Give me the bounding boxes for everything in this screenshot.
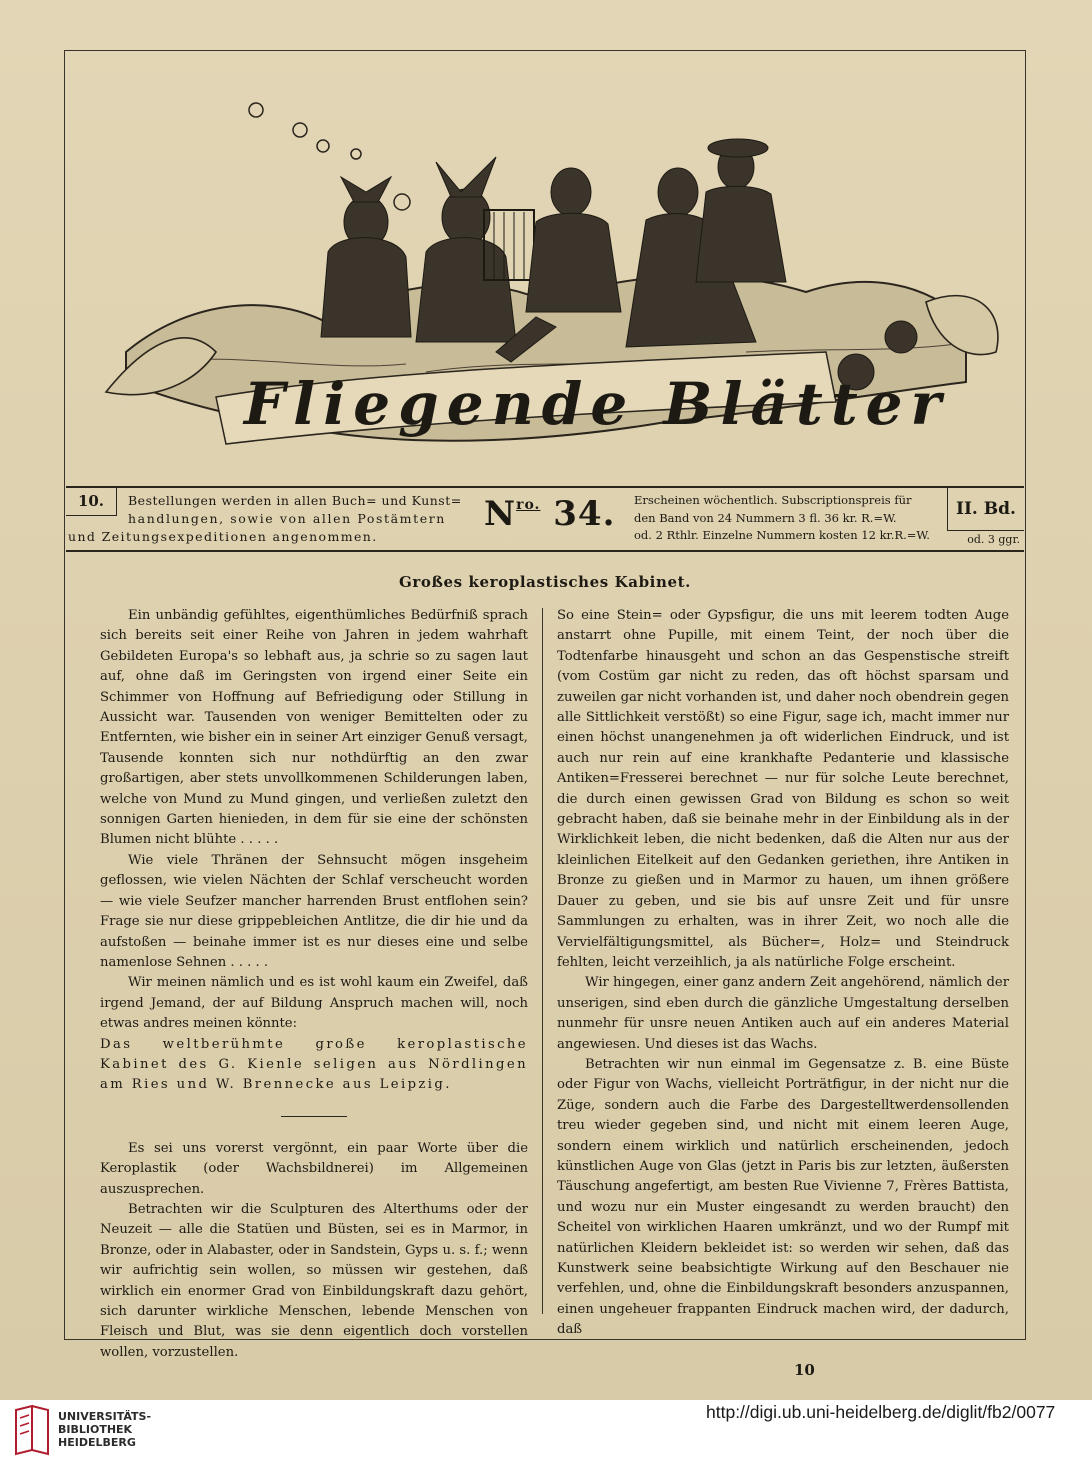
right-column (557, 606, 1009, 1341)
band-label: II. Bd. (947, 488, 1024, 531)
subscription-line: den Band von 24 Nummern 3 fl. 36 kr. R.=W. (634, 510, 897, 525)
order-line: und Zeitungsexpeditionen angenommen. (68, 529, 378, 544)
source-url-link[interactable]: http://digi.ub.uni-heidelberg.de/diglit/fb2/0077 (706, 1402, 1056, 1422)
issue-superscript: ro. (516, 497, 541, 513)
library-logo-icon[interactable] (12, 1404, 52, 1456)
paragraph: Es sei uns vorerst vergönnt, ein paar Worte über die Keroplastik (oder Wachsbildnerei) im Allgemeinen auszusprechen. (100, 1140, 528, 1197)
issue-value: 34. (553, 494, 616, 534)
volume-number: 10. (66, 488, 117, 516)
subscription-line: Erscheinen wöchentlich. Subscriptionspreis für (634, 493, 912, 507)
column-rule (542, 608, 543, 1314)
bubble-icon (249, 103, 263, 117)
library-name-line: BIBLIOTHEK (58, 1423, 133, 1436)
paragraph: Ein unbändig gefühltes, eigenthümliches Bedürfniß sprach sich bereits seit einer Reihe von Jahren in jedem wahrhaft Gebildeten Europa's so lebhaft aus, ja schrie so zu sagen laut auf, ohne daß im Geringsten von irgend einer Seite ein Schimmer von Hoffnung auf Befriedigung oder Stillung in Aussicht war. Tausenden von weniger Bemittelten oder zu Entfernten, wie bisher ein in seiner Art einziger Genuß versagt, Tausende konnten sich nur nothdürftig an den zwar großartigen, aber stets unvollkommenen Schilderungen laben, welche von Mund zu Mund gingen, und verließen zuletzt den sonnigen Garten hienieden, in dem für sie eine der schönsten Blumen nicht blühte . . . . . (100, 608, 528, 848)
bubble-icon (293, 123, 307, 137)
paragraph: Wir meinen nämlich und es ist wohl kaum ein Zweifel, daß irgend Jemand, der auf Bildung Anspruch machen will, noch etwas andres meinen könnte: (100, 975, 528, 1032)
info-bar (66, 486, 1024, 552)
bubble-icon (317, 140, 329, 152)
masthead-title: Fliegende Blätter (244, 370, 950, 438)
issue-label: N (484, 494, 517, 534)
spaced-emphasis: Das weltberühmte große keroplastische Kabinet des G. Kienle seligen aus Nördlingen am Ries und W. Brennecke aus Leipzig. (100, 1036, 528, 1093)
article-title: Großes keroplastisches Kabinet. (399, 573, 691, 591)
paragraph: So eine Stein= oder Gypsfigur, die uns mit leerem todten Auge anstarrt ohne Pupille, mit einem Teint, der noch über die Todtenfarbe hinausgeht und schon an das Gespenstische streift (vom Costüm gar nicht zu reden, das oft höchst sparsam und zuweilen gar nicht vorhanden ist, und daher noch obendrein gegen alle Sittlichkeit verstößt) so eine Figur, sage ich, macht immer nur einen höchst unangenehmen ja oft widerlichen Eindruck, und ist auch nur rein auf eine krankhafte Pedanterie und klassische Antiken=Fresserei berechnet — nur für solche Leute berechnet, die durch einen gewissen Grad von Bildung es schon so weit gebracht haben, daß sie beinahe mehr in der Einbildung als in der Wirklichkeit leben, die nicht bedenken, daß die Alten nur aus der kleinlichen Eitelkeit auf den Gedanken geriethen, ihre Antiken in Bronze zu gießen und in Marmor zu hauen, um ihnen größere Dauer zu geben, und sie bis auf unsre Zeit und für unsre Sammlungen zu erhalten, was in ihrer Zeit, wo noch alle die Vervielfältigungsmittel, als Bücher=, Holz= und Steindruck fehlten, leicht verzeihlich, ja als natürliche Folge erscheint. (557, 608, 1009, 970)
order-line: handlungen, sowie von allen Postämtern (128, 511, 446, 526)
masthead-illustration (66, 52, 1024, 482)
price-side: od. 3 ggr. (967, 533, 1020, 546)
bubble-icon (351, 149, 361, 159)
order-info (68, 492, 468, 546)
paragraph: Betrachten wir die Sculpturen des Alterthums oder der Neuzeit — alle die Statüen und Büsten, sei es in Marmor, in Bronze, oder in Alabaster, oder in Sandstein, Gyps u. s. f.; wenn wir aufrichtig sein wollen, so müssen wir gestehen, daß wirklich ein enormer Grad von Einbildungskraft dazu gehört, sich darunter wirkliche Menschen, lebende Menschen von Fleisch und Blut, was sie denn eigentlich doch vorstellen wollen, vorzustellen. (100, 1201, 528, 1360)
subscription-line: od. 2 Rthlr. Einzelne Nummern kosten 12 kr.R.=W. (634, 528, 930, 542)
paragraph: Betrachten wir nun einmal im Gegensatze z. B. eine Büste oder Figur von Wachs, vielleicht Porträtfigur, in der nicht nur die Züge, sondern auch die Farbe des Dargestelltwerdensollenden treu wieder gegeben sind, und nicht mit einem leeren Auge, sondern einem wirklich und natürlich erscheinenden, jedoch künstlichen Auge von Glas (jetzt in Paris bis zur letzten, äußersten Täuschung angefertigt, am besten Rue Vivienne 7, Frères Battista, und wozu nur ein Muster eingesandt zu werden braucht) den Scheitel von wirklichen Haaren umkränzt, und wo der Rumpf mit natürlichen Kleidern bekleidet ist: so werden wir sehen, daß das Kunstwerk seine beabsichtigte Wirkung auf den Beschauer nie verfehlen, und, ohne die Einbildungskraft besonders anzuspannen, einen ungeheuer frappanten Eindruck machen wird, der dadurch, daß (557, 1056, 1009, 1338)
bubble-icon (394, 194, 410, 210)
paragraph: Wie viele Thränen der Sehnsucht mögen insgeheim geflossen, wie vielen Nächten der Schlaf verscheucht worden — wie viele Seufzer mancher harrenden Brust entflohen sein? Frage sie nur diese grippebleichen Antlitze, die dir hie und da aufstoßen — beinahe immer ist es nur dieses eine und selbe namenlose Sehnen . . . . . (100, 852, 528, 970)
issue-number (484, 494, 615, 534)
library-name-line: HEIDELBERG (58, 1436, 136, 1449)
page-number: 10 (794, 1361, 815, 1379)
order-line: Bestellungen werden in allen Buch= und Kunst= (128, 493, 462, 508)
library-name-line: UNIVERSITÄTS- (58, 1410, 152, 1423)
subscription-info (634, 492, 946, 545)
paragraph: Wir hingegen, einer ganz andern Zeit angehörend, nämlich der unserigen, sind eben durch die gänzliche Umgestaltung derselben nunmehr für unsre neuen Antiken auch auf ein anderes Material angewiesen. Und dieses ist das Wachs. (557, 975, 1010, 1052)
library-name (58, 1410, 151, 1449)
left-column (100, 606, 528, 1363)
section-divider (281, 1116, 347, 1117)
